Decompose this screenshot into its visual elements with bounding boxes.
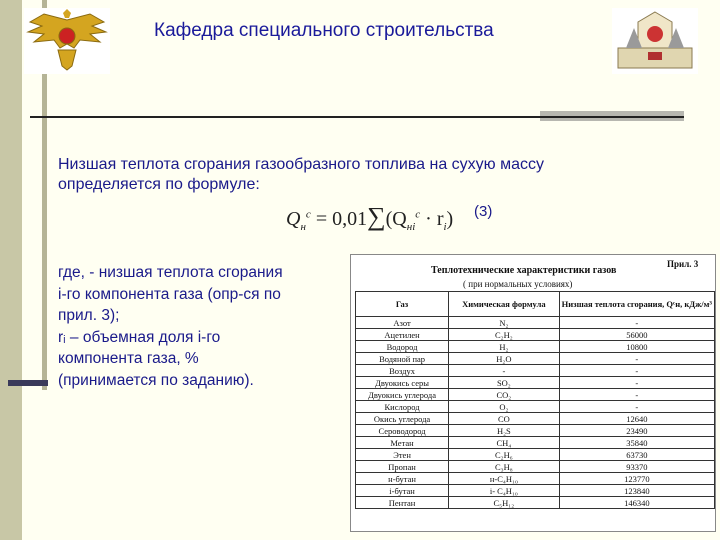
formula-term-sub: нi: [406, 221, 416, 233]
table-cell: Азот: [356, 317, 449, 329]
university-crest-icon: [612, 8, 698, 74]
table-cell: C₅H₁₂: [449, 497, 560, 509]
table-cell: Пентан: [356, 497, 449, 509]
page-title: Кафедра специального строительства: [154, 20, 494, 41]
table-cell: -: [559, 317, 714, 329]
formula-lhs-sup: с: [305, 208, 311, 221]
table-cell: Водород: [356, 341, 449, 353]
table-row: [356, 353, 715, 365]
formula-coef: = 0,01: [315, 208, 368, 230]
table-cell: i-бутан: [356, 485, 449, 497]
table-cell: -: [449, 365, 560, 377]
formula-term: (Q: [385, 208, 407, 230]
table-row: [356, 437, 715, 449]
table-cell: Ацетилен: [356, 329, 449, 341]
table-row: [356, 389, 715, 401]
table-cell: H₂: [449, 341, 560, 353]
header-divider: [30, 116, 540, 118]
table-cell: Этен: [356, 449, 449, 461]
formula-r-sub: i: [443, 221, 447, 233]
eagle-emblem-icon: [24, 8, 110, 74]
table-cell: 10800: [559, 341, 714, 353]
column-header: Низшая теплота сгорания, Qᶜн, кДж/м³: [559, 292, 714, 317]
table-cell: Кислород: [356, 401, 449, 413]
table-row: [356, 473, 715, 485]
intro-text: Низшая теплота сгорания газообразного топлива на сухую массу определяется по формуле:: [58, 156, 545, 193]
gas-table: [355, 291, 715, 509]
table-cell: -: [559, 389, 714, 401]
table-cell: Воздух: [356, 365, 449, 377]
header-divider-line: [540, 116, 684, 118]
table-row: [356, 401, 715, 413]
appendix-label: Прил. 3: [667, 259, 699, 269]
table-row: [356, 449, 715, 461]
table-cell: Пропан: [356, 461, 449, 473]
table-cell: SO₂: [449, 377, 560, 389]
table-row: [356, 413, 715, 425]
table-cell: Двуокись углерода: [356, 389, 449, 401]
explanation-line: rᵢ – объемная доля i-го компонента газа, % (принимается по заданию).: [58, 328, 254, 389]
table-cell: Сероводород: [356, 425, 449, 437]
formula-lhs: Q: [286, 208, 301, 230]
table-cell: -: [559, 377, 714, 389]
table-cell: C₂H₂: [449, 329, 560, 341]
table-cell: CO₂: [449, 389, 560, 401]
left-decor-bar: [0, 0, 22, 540]
formula-times: · r: [420, 208, 444, 230]
table-cell: 123840: [559, 485, 714, 497]
table-cell: -: [559, 365, 714, 377]
table-cell: C₂H₆: [449, 449, 560, 461]
equation-number: (3): [474, 203, 493, 220]
appendix-subtitle: ( при нормальных условиях): [463, 279, 573, 289]
formula: [286, 202, 453, 233]
formula-term-sup: с: [415, 208, 421, 221]
table-cell: CH₄: [449, 437, 560, 449]
table-row: [356, 497, 715, 509]
appendix-table-image: [350, 254, 716, 532]
table-row: [356, 377, 715, 389]
column-header: Газ: [356, 292, 449, 317]
table-cell: H₂S: [449, 425, 560, 437]
decor-tick: [8, 380, 48, 386]
table-cell: 146340: [559, 497, 714, 509]
table-cell: 63730: [559, 449, 714, 461]
table-cell: Метан: [356, 437, 449, 449]
table-cell: Водяной пар: [356, 353, 449, 365]
table-cell: 23490: [559, 425, 714, 437]
table-row: [356, 485, 715, 497]
appendix-title: Теплотехнические характеристики газов: [431, 265, 617, 276]
table-cell: C₃H₈: [449, 461, 560, 473]
table-cell: -: [559, 401, 714, 413]
table-cell: i- C₄H₁₀: [449, 485, 560, 497]
table-row: [356, 461, 715, 473]
table-cell: H₂O: [449, 353, 560, 365]
table-cell: 12640: [559, 413, 714, 425]
table-cell: н-бутан: [356, 473, 449, 485]
table-cell: -: [559, 353, 714, 365]
table-cell: 35840: [559, 437, 714, 449]
table-cell: Окись углерода: [356, 413, 449, 425]
table-row: [356, 317, 715, 329]
table-row: [356, 425, 715, 437]
table-row: [356, 329, 715, 341]
formula-close: ): [446, 208, 454, 230]
table-cell: 123770: [559, 473, 714, 485]
table-cell: 93370: [559, 461, 714, 473]
table-row: [356, 341, 715, 353]
column-header: Химическая формула: [449, 292, 560, 317]
table-row: [356, 365, 715, 377]
table-cell: N₂: [449, 317, 560, 329]
table-cell: CO: [449, 413, 560, 425]
formula-lhs-sub: н: [300, 221, 306, 233]
table-cell: н-C₄H₁₀: [449, 473, 560, 485]
explanation-line: где, - низшая теплота сгорания i-го компонента газа (опр-ся по прил. 3);: [58, 264, 283, 324]
table-cell: 56000: [559, 329, 714, 341]
table-cell: O₂: [449, 401, 560, 413]
explanation-text: [58, 262, 288, 391]
table-cell: Двуокись серы: [356, 377, 449, 389]
formula-sum: ∑: [367, 202, 386, 231]
